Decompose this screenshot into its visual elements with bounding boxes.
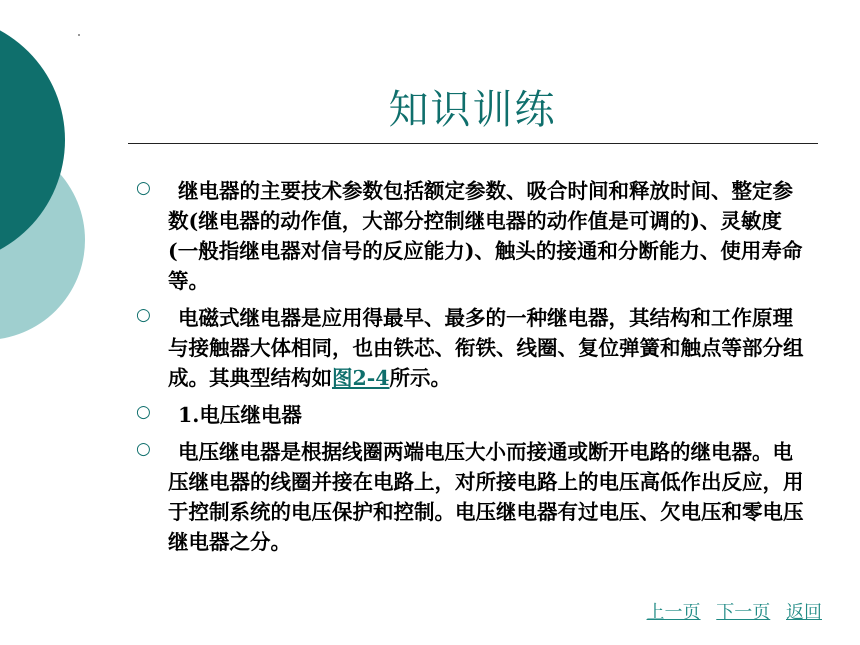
small-dot [78,34,80,36]
next-page-link[interactable]: 下一页 [716,602,771,623]
item-text [168,303,806,393]
bullet-icon: ○ [136,178,151,198]
bullet-icon: ○ [136,305,151,325]
bullet-icon: ○ [136,402,151,422]
list-item [134,437,806,557]
figure-link[interactable]: 图2-4 [332,366,390,390]
section-heading: 1.电压继电器 [178,403,302,427]
item-text-after: 所示。 [389,366,452,390]
slide-navigation [637,598,822,624]
light-circle [0,140,85,340]
bullet-list [134,176,806,564]
list-item [134,303,806,393]
dark-circle [0,15,65,265]
prev-page-link[interactable]: 上一页 [646,602,701,623]
list-item [134,176,806,296]
title-divider [128,143,818,144]
slide-title: 知识训练 [388,87,557,133]
list-item [134,400,806,430]
bullet-icon: ○ [136,439,151,459]
item-text-before: 电磁式继电器是应用得最早、最多的一种继电器，其结构和工作原理与接触器大体相同，也由铁芯、衔铁、线圈、复位弹簧和触点等部分组成。其典型结构如 [168,306,804,390]
item-text: 电压继电器是根据线圈两端电压大小而接通或断开电路的继电器。电压继电器的线圈并接在电路上，对所接电路上的电压高低作出反应，用于控制系统的电压保护和控制。电压继电器有过电压、欠电压和零电压继电器之分。 [168,440,804,554]
item-text: 继电器的主要技术参数包括额定参数、吸合时间和释放时间、整定参数(继电器的动作值，大部分控制继电器的动作值是可调的)、灵敏度(一般指继电器对信号的反应能力)、触头的接通和分断能力、使用寿命等。 [168,179,803,293]
back-link[interactable]: 返回 [786,602,822,623]
